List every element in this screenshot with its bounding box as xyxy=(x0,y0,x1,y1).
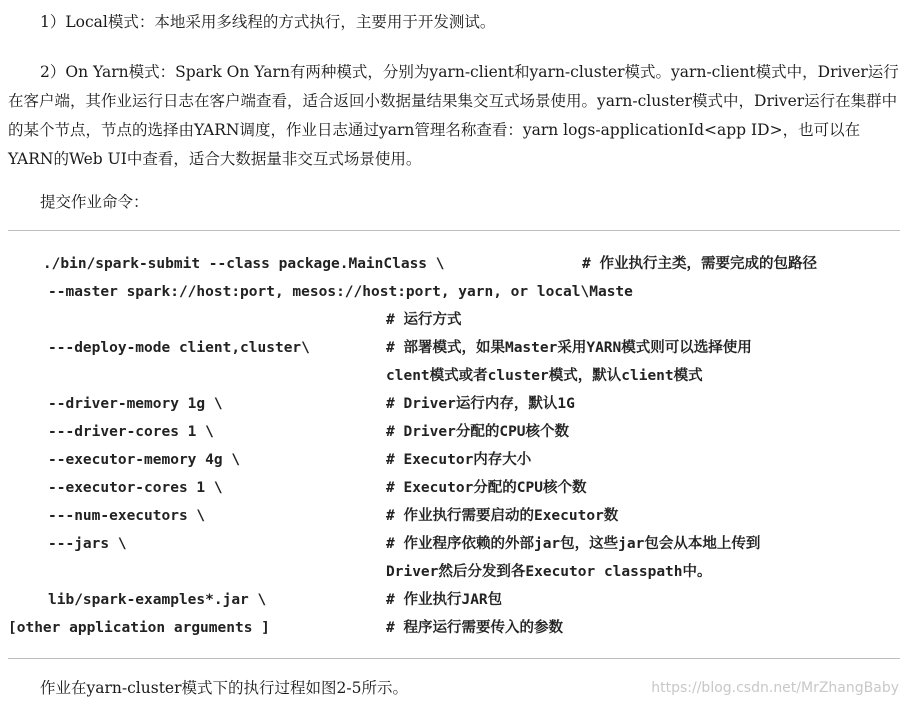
code-comment: # 作业执行主类，需要完成的包路径 xyxy=(582,256,817,272)
code-line xyxy=(8,446,900,474)
code-command: ---driver-cores 1 \ xyxy=(48,424,214,440)
paragraph-local-mode: 1）Local模式：本地采用多线程的方式执行，主要用于开发测试。 xyxy=(40,13,496,31)
code-line xyxy=(8,502,900,530)
code-line xyxy=(8,558,900,586)
paragraph-yarn-mode: 2）On Yarn模式：Spark On Yarn有两种模式，分别为yarn-client和yarn-cluster模式。yarn-client模式中，Driver运行在客户端，其作业运行日志在客户端查看，适合返回小数据量结果集交互式场景使用。yarn-cluster模式中，Driver运行在集群中的某个节点，节点的选择由YARN调度，作业日志通过yarn管理名称查看：yarn logs-applicationId<app ID>，也可以在YARN的Web UI中查看，适合大数据量非交互式场景使用。 xyxy=(8,63,899,168)
code-command: --executor-memory 4g \ xyxy=(48,452,241,468)
code-comment: # 程序运行需要传入的参数 xyxy=(386,620,563,636)
code-line xyxy=(8,362,900,390)
code-block xyxy=(8,250,900,642)
code-command: lib/spark-examples*.jar \ xyxy=(48,592,267,608)
code-line xyxy=(8,614,900,642)
code-comment: # 作业执行JAR包 xyxy=(386,592,503,608)
code-comment: # Executor分配的CPU核个数 xyxy=(386,480,587,496)
code-block-top-divider xyxy=(8,230,900,231)
code-line xyxy=(8,586,900,614)
code-comment: clent模式或者cluster模式，默认client模式 xyxy=(386,368,703,384)
submit-command-heading: 提交作业命令： xyxy=(40,193,149,211)
code-line xyxy=(8,306,900,334)
code-command: ---deploy-mode client,cluster\ xyxy=(48,340,310,356)
code-comment: # 部署模式，如果Master采用YARN模式则可以选择使用 xyxy=(386,340,752,356)
code-command: --driver-memory 1g \ xyxy=(48,396,223,412)
figure-reference-text: 作业在yarn-cluster模式下的执行过程如图2-5所示。 xyxy=(40,679,408,697)
code-line xyxy=(8,250,900,278)
code-comment: # 作业执行需要启动的Executor数 xyxy=(386,508,619,524)
code-comment: # Driver分配的CPU核个数 xyxy=(386,424,570,440)
code-line xyxy=(8,278,900,306)
code-command: ---jars \ xyxy=(48,536,127,552)
code-comment: # 作业程序依赖的外部jar包，这些jar包会从本地上传到 xyxy=(386,536,761,552)
code-comment: # Driver运行内存，默认1G xyxy=(386,396,575,412)
watermark: https://blog.csdn.net/MrZhangBaby xyxy=(651,680,899,696)
code-line xyxy=(8,418,900,446)
code-command: ./bin/spark-submit --class package.MainClass \ xyxy=(42,256,445,272)
code-block-bottom-divider xyxy=(8,658,900,659)
code-command: --executor-cores 1 \ xyxy=(48,480,223,496)
code-comment: # Executor内存大小 xyxy=(386,452,532,468)
code-line xyxy=(8,530,900,558)
code-comment: # 运行方式 xyxy=(386,312,462,328)
code-command: [other application arguments ] xyxy=(8,620,270,636)
code-line xyxy=(8,334,900,362)
code-comment: Driver然后分发到各Executor classpath中。 xyxy=(386,564,712,580)
code-command: ---num-executors \ xyxy=(48,508,206,524)
code-line xyxy=(8,474,900,502)
code-line xyxy=(8,390,900,418)
code-command: --master spark://host:port, mesos://host:port, yarn, or local\Maste xyxy=(48,284,633,300)
